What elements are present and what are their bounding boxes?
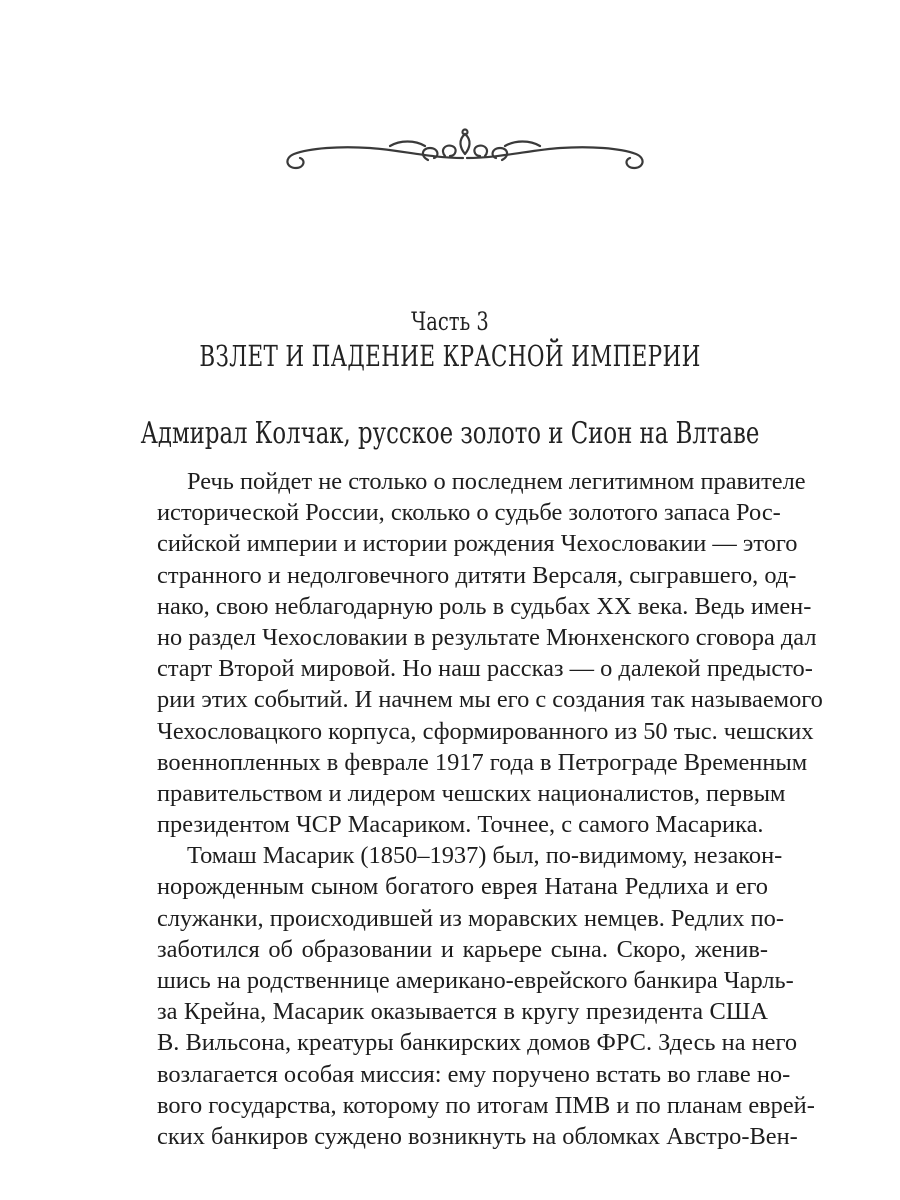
text-line: военнопленных в феврале 1917 года в Петрограде Временным bbox=[157, 748, 808, 776]
text-line: служанки, происходившей из моравских немцев. Редлих по- bbox=[157, 904, 784, 932]
body-text bbox=[157, 466, 823, 1152]
text-line: старт Второй мировой. Но наш рассказ — о далекой предысто- bbox=[157, 655, 813, 683]
text-line: норожденным сыном богатого еврея Натана Редлиха и его bbox=[157, 873, 768, 901]
text-line: шись на родственнице американо-еврейского банкира Чарль- bbox=[157, 967, 794, 994]
text-line: исторической России, сколько о судьбе золотого запаса Рос- bbox=[157, 499, 781, 527]
text-line: вого государства, которому по итогам ПМВ и по планам еврей- bbox=[157, 1091, 815, 1119]
text-line: рии этих событий. И начнем мы его с создания так называемого bbox=[157, 686, 823, 714]
text-line: странного и недолговечного дитяти Версаля, сыгравшего, од- bbox=[157, 561, 797, 589]
text-line: за Крейна, Масарик оказывается в кругу президента США bbox=[157, 998, 768, 1026]
text-line: но раздел Чехословакии в результате Мюнхенского сговора дал bbox=[157, 623, 817, 651]
text-line: президентом ЧСР Масариком. Точнее, с самого Масарика. bbox=[157, 811, 764, 839]
part-title: ВЗЛЕТ И ПАДЕНИЕ КРАСНОЙ ИМПЕРИИ bbox=[199, 339, 701, 373]
chapter-title: Адмирал Колчак, русское золото и Сион на Влтаве bbox=[140, 416, 760, 451]
text-line: нако, свою неблагодарную роль в судьбах XX века. Ведь имен- bbox=[157, 592, 812, 620]
text-line: В. Вильсона, креатуры банкирских домов ФРС. Здесь на него bbox=[157, 1029, 798, 1057]
text-line: сийской империи и истории рождения Чехословакии — этого bbox=[157, 530, 798, 558]
text-line: заботился об образовании и карьере сына. Скоро, женив- bbox=[157, 935, 768, 963]
text-line: Томаш Масарик (1850–1937) был, по-видимому, незакон- bbox=[187, 842, 783, 870]
paragraph bbox=[157, 466, 823, 840]
decorative-ornament-icon bbox=[280, 126, 650, 172]
paragraph bbox=[157, 840, 815, 1152]
text-line: Речь пойдет не столько о последнем легитимном правителе bbox=[187, 468, 806, 495]
text-line: правительством и лидером чешских националистов, первым bbox=[157, 779, 786, 807]
text-line: возлагается особая миссия: ему поручено встать во главе но- bbox=[157, 1060, 791, 1088]
part-label: Часть 3 bbox=[411, 307, 489, 336]
text-line: Чехословацкого корпуса, сформированного из 50 тыс. чешских bbox=[157, 717, 814, 745]
text-line: ских банкиров суждено возникнуть на обломках Австро-Вен- bbox=[157, 1122, 798, 1150]
